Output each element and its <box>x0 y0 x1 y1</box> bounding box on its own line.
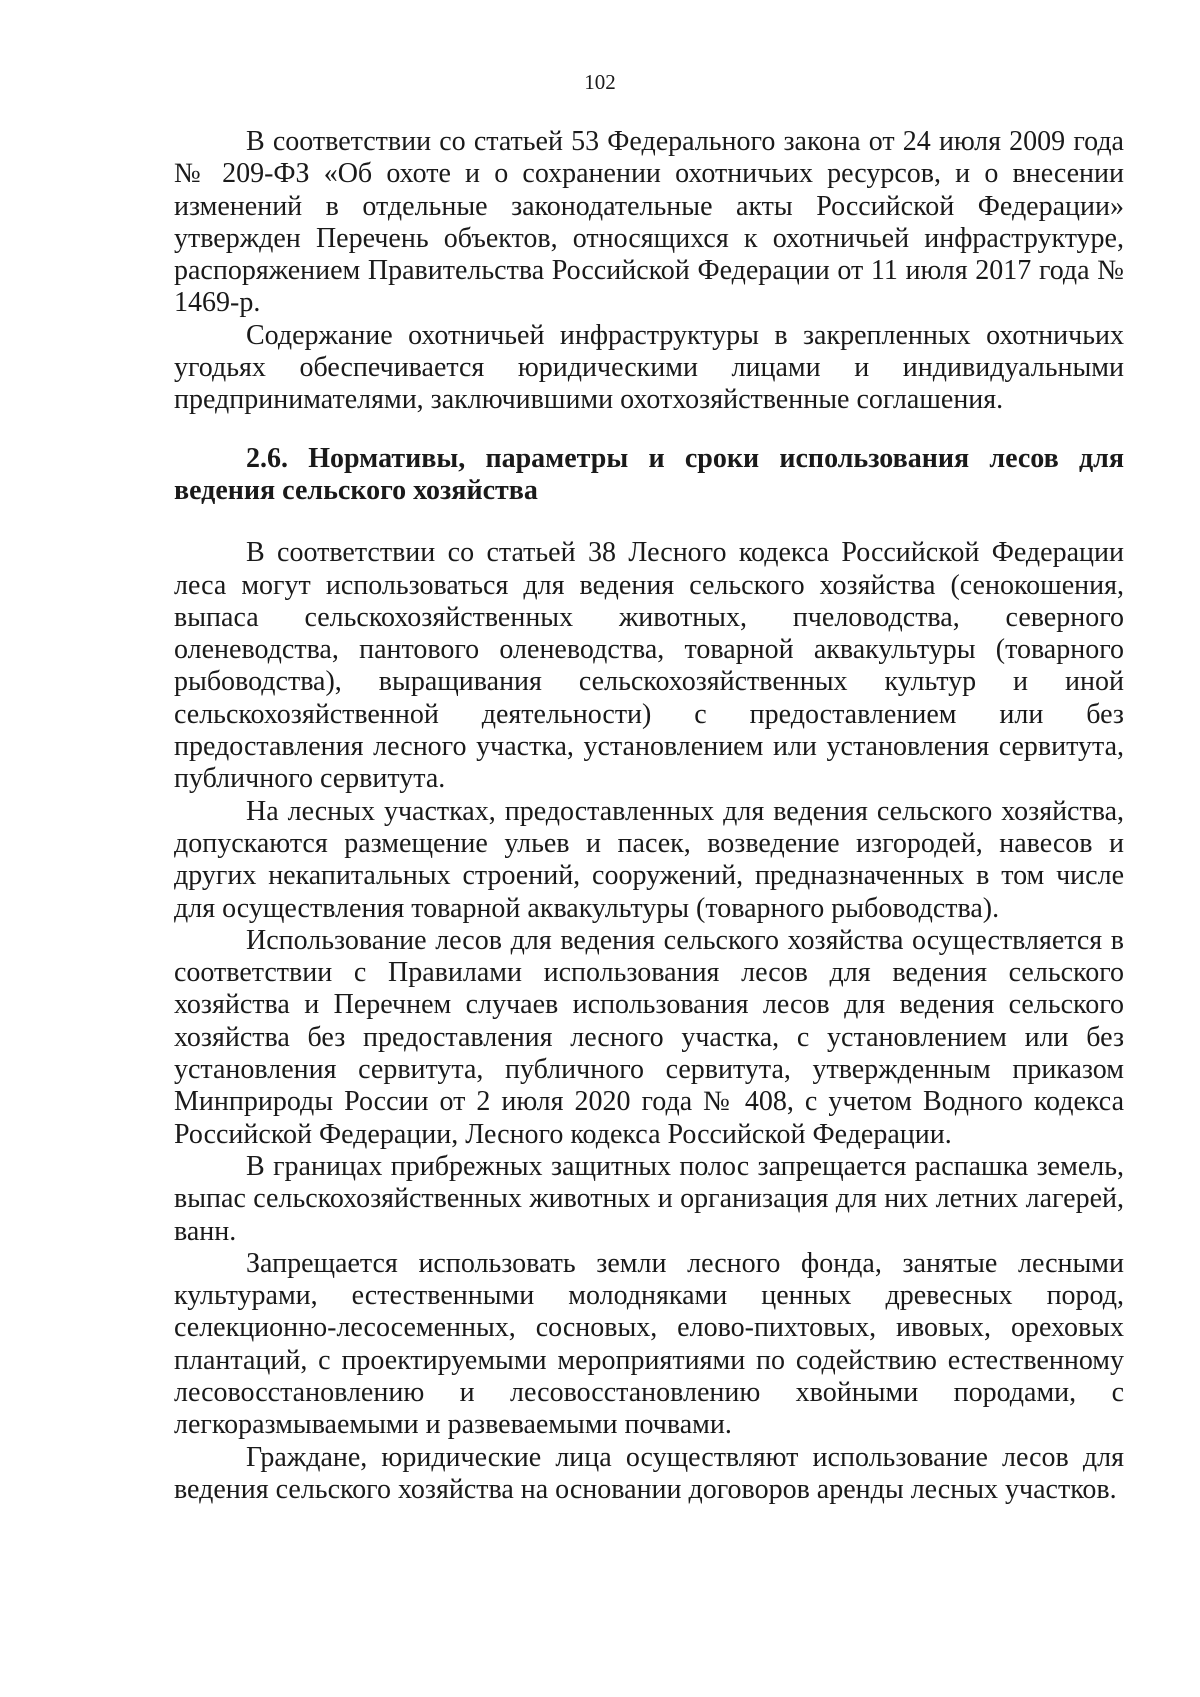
paragraph: В соответствии со статьей 38 Лесного кодекса Российской Федерации леса могут использоваться для ведения сельского хозяйства (сенокошения, выпаса сельскохозяйственных животных, пчеловодства, северного оленеводства, пантового оленеводства, товарной аквакультуры (товарного рыбоводства), выращивания сельскохозяйственных культур и иной сельскохозяйственной деятельности) с предоставлением или без предоставления лесного участка, установлением или установления сервитута, публичного сервитута. <box>174 537 1124 795</box>
spacer <box>174 417 1124 443</box>
spacer <box>174 507 1124 537</box>
paragraph: В соответствии со статьей 53 Федерального закона от 24 июля 2009 года № 209-ФЗ «Об охоте и о сохранении охотничьих ресурсов, и о внесении изменений в отдельные законодательные акты Российской Федерации» утвержден Перечень объектов, относящихся к охотничьей инфраструктуре, распоряжением Правительства Российской Федерации от 11 июля 2017 года № 1469-р. <box>174 126 1124 319</box>
paragraph: На лесных участках, предоставленных для ведения сельского хозяйства, допускаются размещение ульев и пасек, возведение изгородей, навесов и других некапитальных строений, сооружений, предназначенных в том числе для осуществления товарной аквакультуры (товарного рыбоводства). <box>174 795 1124 924</box>
paragraph: В границах прибрежных защитных полос запрещается распашка земель, выпас сельскохозяйственных животных и организация для них летних лагерей, ванн. <box>174 1150 1124 1247</box>
paragraph: Граждане, юридические лица осуществляют использование лесов для ведения сельского хозяйства на основании договоров аренды лесных участков. <box>174 1441 1124 1505</box>
document-body <box>174 126 1124 1506</box>
paragraph: Использование лесов для ведения сельского хозяйства осуществляется в соответствии с Правилами использования лесов для ведения сельского хозяйства и Перечнем случаев использования лесов для ведения сельского хозяйства без предоставления лесного участка, с установлением или без установления сервитута, публичного сервитута, утвержденным приказом Минприроды России от 2 июля 2020 года № 408, с учетом Водного кодекса Российской Федерации, Лесного кодекса Российской Федерации. <box>174 924 1124 1150</box>
paragraph: Содержание охотничьей инфраструктуры в закрепленных охотничьих угодьях обеспечивается юридическими лицами и индивидуальными предпринимателями, заключившими охотхозяйственные соглашения. <box>174 319 1124 416</box>
section-heading: 2.6. Нормативы, параметры и сроки использования лесов для ведения сельского хозяйства <box>174 442 1124 506</box>
paragraph: Запрещается использовать земли лесного фонда, занятые лесными культурами, естественными молодняками ценных древесных пород, селекционно-лесосеменных, сосновых, елово-пихтовых, ивовых, ореховых плантаций, с проектируемыми мероприятиями по содействию естественному лесовосстановлению и лесовосстановлению хвойными породами, с легкоразмываемыми и развеваемыми почвами. <box>174 1247 1124 1441</box>
page-number: 102 <box>584 70 616 94</box>
